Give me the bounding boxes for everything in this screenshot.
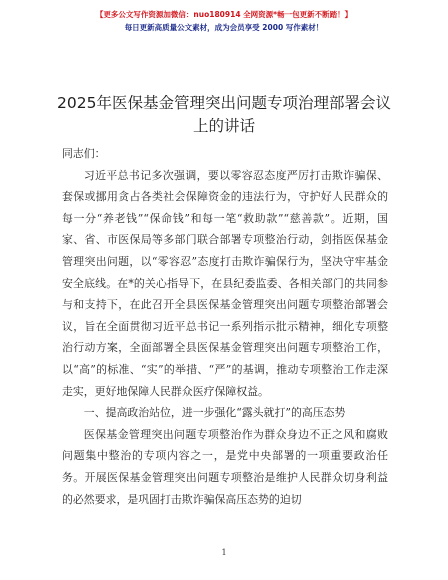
document-body	[62, 143, 388, 510]
section-heading: 一、提高政治站位，进一步强化“露头就打”的高压态势	[83, 406, 346, 420]
document-title: 2025年医保基金管理突出问题专项治理部署会议上的讲话	[57, 94, 391, 135]
body-paragraph: 医保基金管理突出问题专项整治作为群众身边不正之风和腐败问题集中整治的专项内容之一，是党中央部署的一项重要政治任务。开展医保基金管理突出问题专项整治是维护人民群众切身利益的必然要求，是巩固打击欺诈骗保高压态势的迫切	[62, 427, 388, 506]
body-paragraph: 习近平总书记多次强调，要以零容忍态度严厉打击欺诈骗保、套保或挪用贪占各类社会保障资金的违法行为，守护好人民群众的每一分“养老钱”“保命钱”和每一笔“救助款”“慈善款”。近期，国家、省、市医保局等多部门联合部署专项整治行动，剑指医保基金管理突出问题，以“零容忍”态度打击欺诈骗保行为，坚决守牢基金安全底线。在*的关心指导下，在县纪委监委、各相关部门的共同参与和支持下，在此召开全县医保基金管理突出问题专项整治部署会议，旨在全面贯彻习近平总书记一系列指示批示精神，细化专项整治行动方案，全面部署全县医保基金管理突出问题专项整治工作，以“高”的标准、“实”的举措、“严”的基调，推动专项整治工作走深走实，更好地保障人民群众医疗保障权益。	[62, 168, 388, 398]
promo-banner-line2: 每日更新高质量公文素材，成为会员享受 2000 写作素材！	[124, 23, 324, 32]
promo-banner-line1: 【更多公文写作资源加微信：nuo180914 全网资源*畅一包更新不断踏！】	[95, 10, 353, 19]
page-number: 1	[221, 548, 227, 557]
salutation: 同志们：	[62, 147, 106, 160]
promo-banner	[0, 8, 448, 34]
